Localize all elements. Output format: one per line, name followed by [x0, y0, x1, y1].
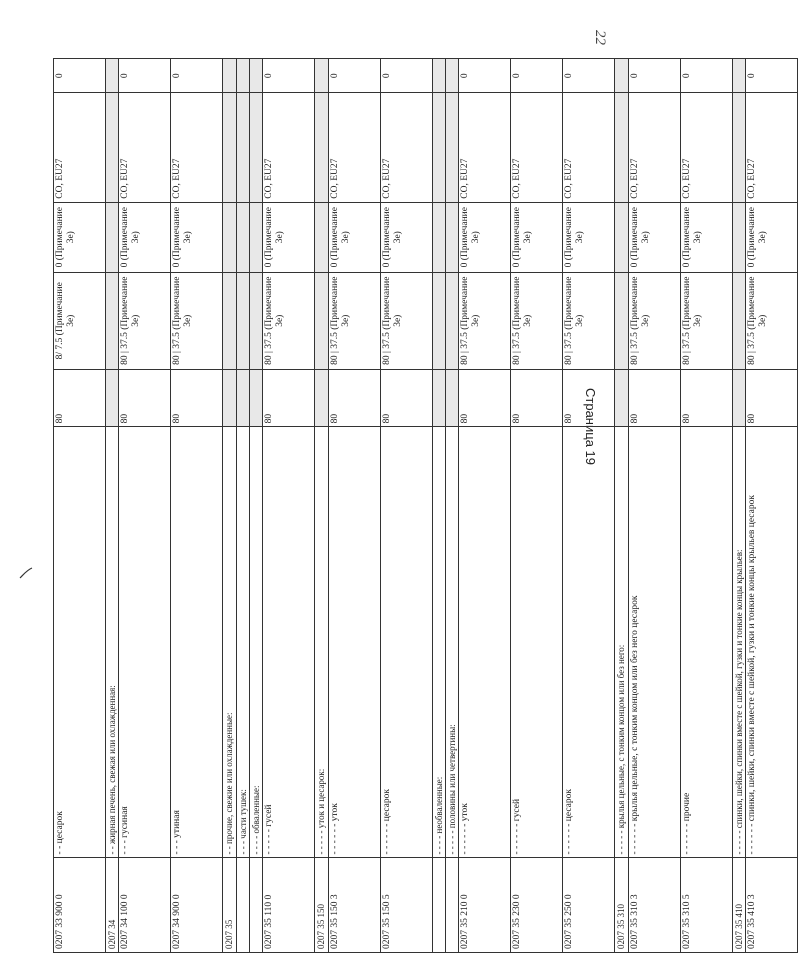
table-row: [446, 59, 459, 953]
table-cell-c7: [732, 59, 745, 93]
table-cell-c7: 0: [459, 59, 511, 93]
table-cell-c6: CO, EU27: [563, 93, 615, 202]
table-cell-c5: [223, 202, 236, 272]
table-cell-code: 0207 35 210 0: [459, 858, 511, 953]
table-cell-code: [236, 858, 249, 953]
table-cell-code: 0207 35 150 3: [328, 858, 380, 953]
table-cell-c6: CO, EU27: [746, 93, 798, 202]
table-cell-c5: [236, 202, 249, 272]
table-cell-c6: [223, 93, 236, 202]
table-cell-desc: - - цесарок: [54, 427, 106, 858]
table-row: [615, 59, 628, 953]
table-row: [328, 59, 380, 953]
table-cell-c7: [615, 59, 628, 93]
page-footer: Страница 19: [583, 388, 598, 465]
table-cell-desc: - - - - - - уток: [459, 427, 511, 858]
table-cell-code: 0207 35: [223, 858, 236, 953]
table-row: [732, 59, 745, 953]
table-cell-desc: - - - - - - уток: [328, 427, 380, 858]
table-row: [250, 59, 263, 953]
table-cell-c4: 80 | 37.5 (Примечание 3е): [511, 272, 563, 369]
table-cell-c5: 0 (Примечание 3е): [263, 202, 315, 272]
table-cell-c6: [446, 93, 459, 202]
table-cell-c7: 0: [511, 59, 563, 93]
table-row: [263, 59, 315, 953]
table-cell-code: 0207 35 150: [315, 858, 328, 953]
table-cell-c5: 0 (Примечание 3е): [171, 202, 223, 272]
table-cell-desc: - - - - обваленные:: [250, 427, 263, 858]
table-cell-c5: 0 (Примечание 3е): [511, 202, 563, 272]
table-cell-c5: [315, 202, 328, 272]
table-cell-c3: 80: [746, 369, 798, 427]
table-cell-code: 0207 34 100 0: [119, 858, 171, 953]
table-cell-code: 0207 35 310: [615, 858, 628, 953]
table-cell-c7: 0: [680, 59, 732, 93]
table-cell-c7: 0: [628, 59, 680, 93]
table-cell-code: [446, 858, 459, 953]
table-row: [315, 59, 328, 953]
table-row: [563, 59, 615, 953]
table-cell-c6: CO, EU27: [511, 93, 563, 202]
table-cell-c6: [250, 93, 263, 202]
table-cell-c6: [432, 93, 445, 202]
table-cell-c4: [315, 272, 328, 369]
table-cell-c7: [315, 59, 328, 93]
table-cell-c7: 0: [328, 59, 380, 93]
table-cell-c5: [432, 202, 445, 272]
table-cell-c4: 80 | 37.5 (Примечание 3е): [680, 272, 732, 369]
table-cell-c4: 80 | 37.5 (Примечание 3е): [119, 272, 171, 369]
table-cell-desc: - - - - - - крылья цельные, с тонким концом или без него цесарок: [628, 427, 680, 858]
table-cell-code: [250, 858, 263, 953]
tariff-table-sheet: [53, 58, 769, 953]
table-cell-c7: [106, 59, 119, 93]
table-cell-code: 0207 35 310 5: [680, 858, 732, 953]
table-cell-c5: 0 (Примечание 3е): [563, 202, 615, 272]
table-cell-c5: [615, 202, 628, 272]
table-cell-c5: 0 (Примечание 3е): [119, 202, 171, 272]
table-cell-code: 0207 34 900 0: [171, 858, 223, 953]
table-cell-code: 0207 35 310 3: [628, 858, 680, 953]
table-row: [511, 59, 563, 953]
table-cell-c3: 80: [380, 369, 432, 427]
table-cell-c5: 0 (Примечание 3е): [628, 202, 680, 272]
table-cell-c3: 80: [680, 369, 732, 427]
table-cell-code: 0207 35 110 0: [263, 858, 315, 953]
table-cell-desc: - - - утиная: [171, 427, 223, 858]
table-cell-c6: [106, 93, 119, 202]
table-cell-c7: 0: [746, 59, 798, 93]
table-cell-desc: - - - - - половины или четвертины:: [446, 427, 459, 858]
table-cell-code: [432, 858, 445, 953]
table-cell-c5: 0 (Примечание 3е): [328, 202, 380, 272]
table-row: [236, 59, 249, 953]
table-cell-c3: [315, 369, 328, 427]
table-cell-c5: 0 (Примечание 3е): [680, 202, 732, 272]
table-cell-c3: [432, 369, 445, 427]
table-cell-c6: CO, EU27: [54, 93, 106, 202]
table-cell-desc: - - - части тушек:: [236, 427, 249, 858]
table-cell-code: 0207 34: [106, 858, 119, 953]
table-cell-c3: [106, 369, 119, 427]
table-cell-c6: [615, 93, 628, 202]
table-cell-c3: [732, 369, 745, 427]
table-cell-c4: [106, 272, 119, 369]
table-cell-c5: [446, 202, 459, 272]
table-cell-c6: CO, EU27: [628, 93, 680, 202]
table-cell-c4: [432, 272, 445, 369]
table-cell-desc: - - - - - уток и цесарок:: [315, 427, 328, 858]
page-number: 22: [592, 30, 608, 45]
table-cell-c4: [223, 272, 236, 369]
table-cell-desc: - - - - - - спинки, шейки, спинки вместе с шейкой, гузки и тонкие концы крыльев цесарок: [746, 427, 798, 858]
table-cell-c7: [432, 59, 445, 93]
table-cell-c4: [236, 272, 249, 369]
table-cell-c6: CO, EU27: [171, 93, 223, 202]
table-cell-desc: - - жирная печень, свежая или охлажденная:: [106, 427, 119, 858]
table-cell-c5: 0 (Примечание 3е): [746, 202, 798, 272]
table-row: [459, 59, 511, 953]
table-cell-c3: 80: [563, 369, 615, 427]
table-cell-c7: 0: [563, 59, 615, 93]
table-cell-c4: 80 | 37.5 (Примечание 3е): [459, 272, 511, 369]
table-cell-desc: - - - - - - цесарок: [563, 427, 615, 858]
table-row: [432, 59, 445, 953]
table-cell-c3: 80: [171, 369, 223, 427]
table-cell-c5: [250, 202, 263, 272]
table-cell-c7: 0: [119, 59, 171, 93]
table-cell-c3: 80: [628, 369, 680, 427]
table-cell-c6: CO, EU27: [680, 93, 732, 202]
table-row: [171, 59, 223, 953]
table-cell-desc: - - - - - спинки, шейки, спинки вместе с шейкой, гузки и тонкие концы крыльев:: [732, 427, 745, 858]
table-cell-c6: CO, EU27: [119, 93, 171, 202]
table-cell-c5: [106, 202, 119, 272]
table-cell-code: 0207 35 410 3: [746, 858, 798, 953]
table-cell-c7: [236, 59, 249, 93]
table-cell-c3: [223, 369, 236, 427]
table-cell-c4: 80 | 37.5 (Примечание 3е): [746, 272, 798, 369]
table-cell-c7: 0: [380, 59, 432, 93]
table-cell-c4: 80 | 37.5 (Примечание 3е): [628, 272, 680, 369]
table-cell-desc: - - прочие, свежие или охлажденные:: [223, 427, 236, 858]
table-cell-c5: 0 (Примечание 3е): [459, 202, 511, 272]
table-row: [680, 59, 732, 953]
table-cell-desc: - - - - - - прочие: [680, 427, 732, 858]
table-cell-c4: [615, 272, 628, 369]
table-cell-desc: - - - - - гусей: [263, 427, 315, 858]
table-row: [119, 59, 171, 953]
table-cell-c7: 0: [54, 59, 106, 93]
table-cell-code: 0207 35 230 0: [511, 858, 563, 953]
table-cell-code: 0207 35 250 0: [563, 858, 615, 953]
table-cell-code: 0207 33 900 0: [54, 858, 106, 953]
table-cell-desc: - - - - - - гусей: [511, 427, 563, 858]
table-cell-c5: [732, 202, 745, 272]
table-cell-c4: [250, 272, 263, 369]
table-cell-c5: 0 (Примечание 3е): [380, 202, 432, 272]
table-cell-c3: 80: [328, 369, 380, 427]
table-cell-c7: 0: [263, 59, 315, 93]
table-row: [746, 59, 798, 953]
table-row: [628, 59, 680, 953]
table-cell-c7: 0: [171, 59, 223, 93]
table-cell-desc: - - - - необваленные:: [432, 427, 445, 858]
table-cell-c3: 80: [54, 369, 106, 427]
table-cell-c3: 80: [511, 369, 563, 427]
table-cell-c4: 80 | 37.5 (Примечание 3е): [563, 272, 615, 369]
table-cell-code: 0207 35 410: [732, 858, 745, 953]
table-cell-c6: [236, 93, 249, 202]
table-cell-c6: [315, 93, 328, 202]
table-cell-c3: [446, 369, 459, 427]
table-cell-c6: CO, EU27: [328, 93, 380, 202]
table-cell-c4: [446, 272, 459, 369]
table-cell-c7: [223, 59, 236, 93]
table-cell-c3: [615, 369, 628, 427]
tariff-table: [53, 58, 798, 953]
table-row: [380, 59, 432, 953]
scan-mark-icon: [18, 566, 34, 580]
table-cell-c4: 80 | 37.5 (Примечание 3е): [171, 272, 223, 369]
table-cell-c4: 80 | 37.5 (Примечание 3е): [380, 272, 432, 369]
table-cell-c4: 80 | 37.5 (Примечание 3е): [328, 272, 380, 369]
table-cell-c3: 80: [119, 369, 171, 427]
table-cell-c4: 80 | 37.5 (Примечание 3е): [263, 272, 315, 369]
table-cell-c7: [446, 59, 459, 93]
table-cell-desc: - - - - - - цесарок: [380, 427, 432, 858]
table-cell-c4: 8/ 7.5 (Примечание 3е): [54, 272, 106, 369]
table-cell-c4: [732, 272, 745, 369]
table-cell-desc: - - - гусиная: [119, 427, 171, 858]
table-row: [223, 59, 236, 953]
table-cell-c6: CO, EU27: [263, 93, 315, 202]
table-cell-code: 0207 35 150 5: [380, 858, 432, 953]
table-cell-c7: [250, 59, 263, 93]
table-cell-desc: - - - - - крылья цельные, с тонким концом или без него:: [615, 427, 628, 858]
table-cell-c6: CO, EU27: [380, 93, 432, 202]
table-cell-c3: 80: [263, 369, 315, 427]
table-row: [54, 59, 106, 953]
table-cell-c6: [732, 93, 745, 202]
table-row: [106, 59, 119, 953]
table-cell-c3: 80: [459, 369, 511, 427]
table-cell-c3: [236, 369, 249, 427]
table-cell-c3: [250, 369, 263, 427]
table-cell-c5: 0 (Примечание 3е): [54, 202, 106, 272]
table-cell-c6: CO, EU27: [459, 93, 511, 202]
